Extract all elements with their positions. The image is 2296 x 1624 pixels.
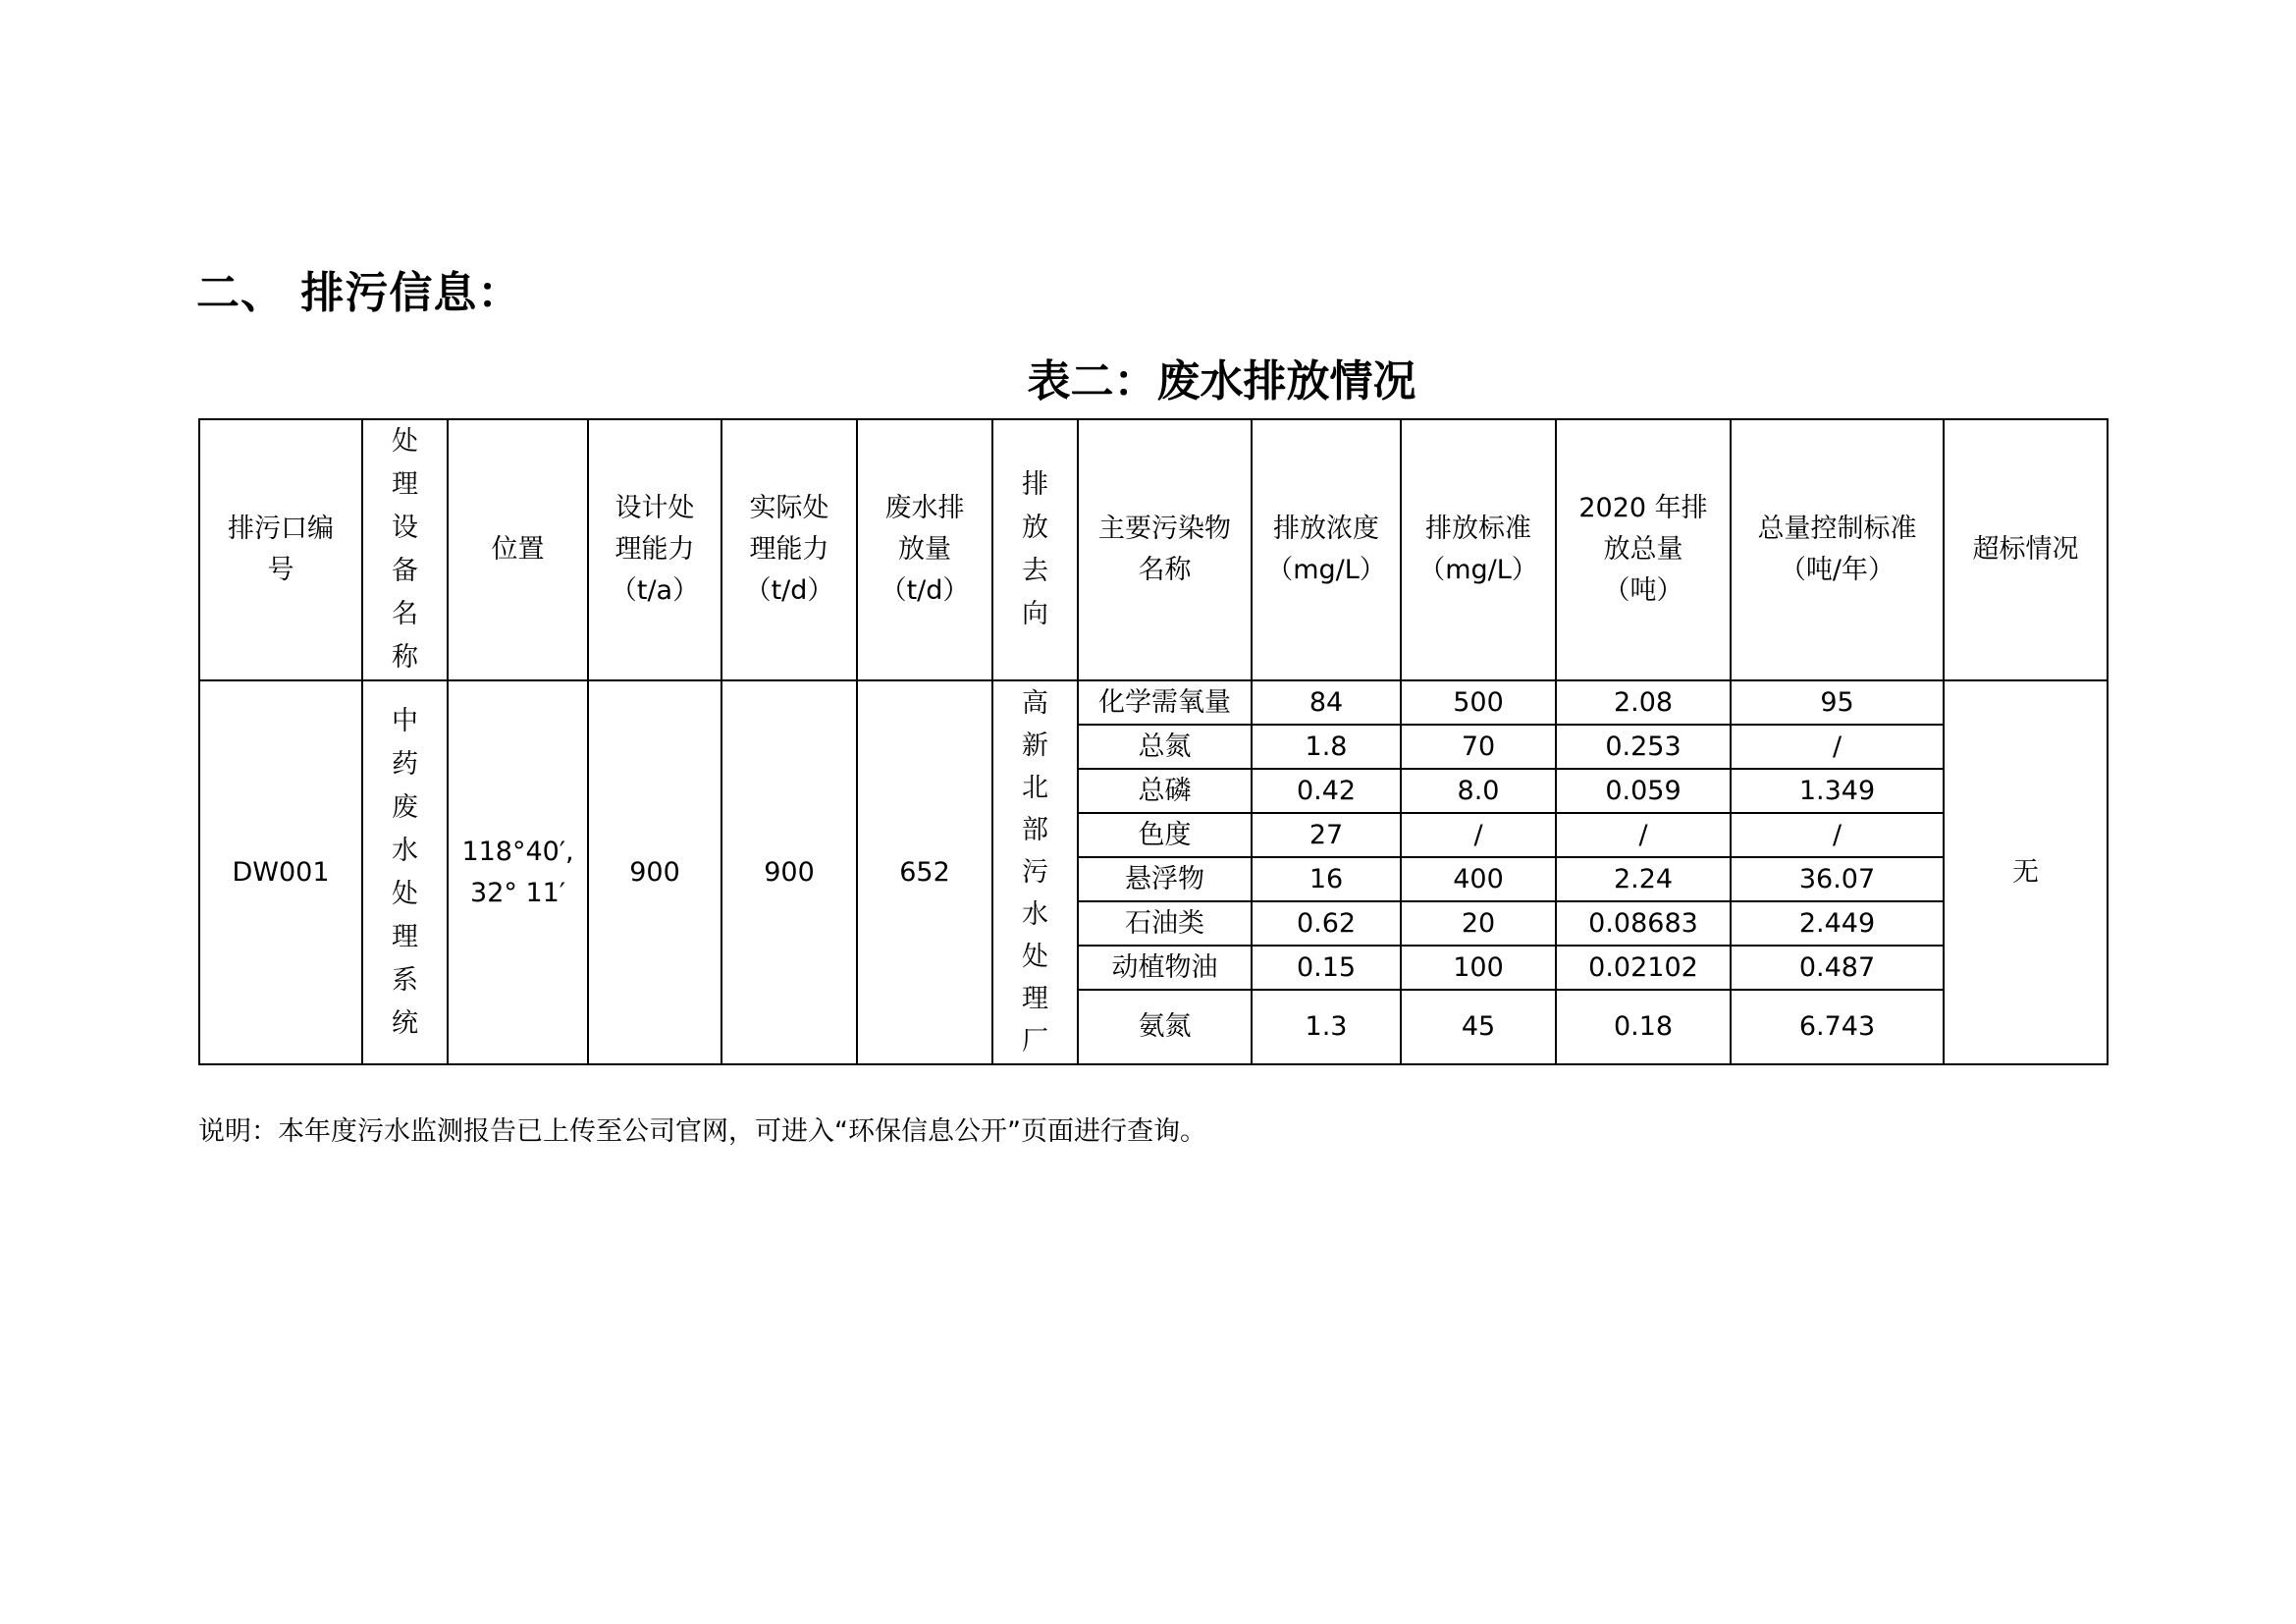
pollutant-total-control: / <box>1731 813 1944 857</box>
facility-char: 水 <box>392 835 418 866</box>
pollutant-standard: 500 <box>1401 680 1556 725</box>
facility-char: 药 <box>392 748 418 780</box>
header-exceed-text: 超标情况 <box>1972 534 2079 566</box>
header-pollutant <box>1078 419 1252 680</box>
exceed-cell: 无 <box>1944 680 2108 1064</box>
pollutant-name: 色度 <box>1078 813 1252 857</box>
pollutant-total-2020: / <box>1556 813 1731 857</box>
pollutant-name: 动植物油 <box>1078 946 1252 990</box>
pollutant-name: 总氮 <box>1078 725 1252 769</box>
header-total-control-text: 总量控制标准（吨/年） <box>1757 514 1917 585</box>
header-facility-char: 称 <box>392 642 418 673</box>
header-destination-char: 去 <box>1022 556 1048 586</box>
destination-char: 污 <box>1022 857 1048 888</box>
pollutant-concentration: 1.8 <box>1252 725 1401 769</box>
pollutant-total-control: 95 <box>1731 680 1944 725</box>
pollutant-total-control: 1.349 <box>1731 769 1944 813</box>
facility-char: 统 <box>392 1007 418 1039</box>
header-outlet-id-text: 排污口编号 <box>228 514 334 585</box>
header-standard <box>1401 419 1556 680</box>
pollutant-total-2020: 0.253 <box>1556 725 1731 769</box>
destination-char: 厂 <box>1022 1026 1048 1056</box>
header-total-control <box>1731 419 1944 680</box>
table-row <box>199 680 2108 725</box>
pollutant-standard: / <box>1401 813 1556 857</box>
wastewater-discharge-table <box>198 418 2109 1065</box>
pollutant-standard: 45 <box>1401 990 1556 1064</box>
pollutant-total-control: / <box>1731 725 1944 769</box>
facility-char: 理 <box>392 921 418 952</box>
pollutant-standard: 20 <box>1401 901 1556 946</box>
header-location <box>448 419 588 680</box>
header-concentration <box>1252 419 1401 680</box>
pollutant-total-control: 6.743 <box>1731 990 1944 1064</box>
header-facility-char: 名 <box>392 599 418 629</box>
pollutant-name: 总磷 <box>1078 769 1252 813</box>
header-location-text: 位置 <box>491 534 545 566</box>
pollutant-name: 石油类 <box>1078 901 1252 946</box>
table-title: 表二：废水排放情况 <box>1027 356 1416 406</box>
pollutant-concentration: 1.3 <box>1252 990 1401 1064</box>
pollutant-total-control: 36.07 <box>1731 857 1944 901</box>
header-facility-char: 处 <box>392 426 418 457</box>
header-actual-capacity-text: 实际处理能力（t/d） <box>744 493 834 606</box>
header-actual-capacity <box>721 419 857 680</box>
pollutant-total-2020: 0.059 <box>1556 769 1731 813</box>
pollutant-standard: 70 <box>1401 725 1556 769</box>
footnote: 说明：本年度污水监测报告已上传至公司官网，可进入“环保信息公开”页面进行查询。 <box>198 1116 1206 1147</box>
pollutant-total-control: 2.449 <box>1731 901 1944 946</box>
destination-char: 高 <box>1022 688 1048 719</box>
header-design-capacity-text: 设计处理能力（t/a） <box>610 493 700 606</box>
destination-char: 新 <box>1022 731 1048 761</box>
pollutant-concentration: 0.15 <box>1252 946 1401 990</box>
header-destination-char: 放 <box>1022 513 1048 543</box>
pollutant-total-2020: 2.24 <box>1556 857 1731 901</box>
pollutant-total-2020: 2.08 <box>1556 680 1731 725</box>
destination-char: 北 <box>1022 773 1048 803</box>
destination-char: 水 <box>1022 899 1048 930</box>
header-destination <box>992 419 1078 680</box>
pollutant-standard: 400 <box>1401 857 1556 901</box>
pollutant-standard: 8.0 <box>1401 769 1556 813</box>
destination-char: 处 <box>1022 942 1048 972</box>
header-standard-text: 排放标准（mg/L） <box>1418 514 1538 585</box>
header-destination-char: 排 <box>1022 469 1048 500</box>
actual-capacity-cell: 900 <box>721 680 857 1064</box>
pollutant-total-control: 0.487 <box>1731 946 1944 990</box>
header-facility-char: 备 <box>392 556 418 586</box>
header-design-capacity <box>588 419 721 680</box>
facility-char: 系 <box>392 964 418 996</box>
header-concentration-text: 排放浓度（mg/L） <box>1266 514 1386 585</box>
facility-name-cell <box>362 680 448 1064</box>
header-row <box>199 419 2108 680</box>
location-cell <box>448 680 588 1064</box>
destination-cell <box>992 680 1078 1064</box>
section-title: 二、 排污信息： <box>196 268 522 318</box>
header-destination-char: 向 <box>1022 599 1048 629</box>
header-total-2020-text: 2020 年排放总量（吨） <box>1578 493 1708 606</box>
pollutant-concentration: 84 <box>1252 680 1401 725</box>
header-facility <box>362 419 448 680</box>
header-outlet-id <box>199 419 362 680</box>
destination-char: 部 <box>1022 815 1048 845</box>
header-pollutant-text: 主要污染物名称 <box>1098 514 1231 585</box>
header-facility-char: 设 <box>392 513 418 543</box>
header-total-2020 <box>1556 419 1731 680</box>
facility-char: 处 <box>392 878 418 909</box>
destination-char: 理 <box>1022 984 1048 1014</box>
header-facility-char: 理 <box>392 469 418 500</box>
header-discharge-volume <box>857 419 992 680</box>
pollutant-total-2020: 0.18 <box>1556 990 1731 1064</box>
pollutant-concentration: 16 <box>1252 857 1401 901</box>
pollutant-name: 氨氮 <box>1078 990 1252 1064</box>
facility-char: 中 <box>392 705 418 736</box>
pollutant-concentration: 0.62 <box>1252 901 1401 946</box>
pollutant-total-2020: 0.02102 <box>1556 946 1731 990</box>
location-line-2: 32° 11′ <box>470 877 565 908</box>
pollutant-standard: 100 <box>1401 946 1556 990</box>
discharge-volume-cell: 652 <box>857 680 992 1064</box>
pollutant-concentration: 0.42 <box>1252 769 1401 813</box>
pollutant-concentration: 27 <box>1252 813 1401 857</box>
facility-char: 废 <box>392 791 418 823</box>
header-discharge-volume-text: 废水排放量（t/d） <box>880 493 970 606</box>
pollutant-name: 悬浮物 <box>1078 857 1252 901</box>
location-line-1: 118°40′, <box>461 836 574 867</box>
pollutant-total-2020: 0.08683 <box>1556 901 1731 946</box>
header-exceed <box>1944 419 2108 680</box>
design-capacity-cell: 900 <box>588 680 721 1064</box>
pollutant-name: 化学需氧量 <box>1078 680 1252 725</box>
outlet-id-cell: DW001 <box>199 680 362 1064</box>
